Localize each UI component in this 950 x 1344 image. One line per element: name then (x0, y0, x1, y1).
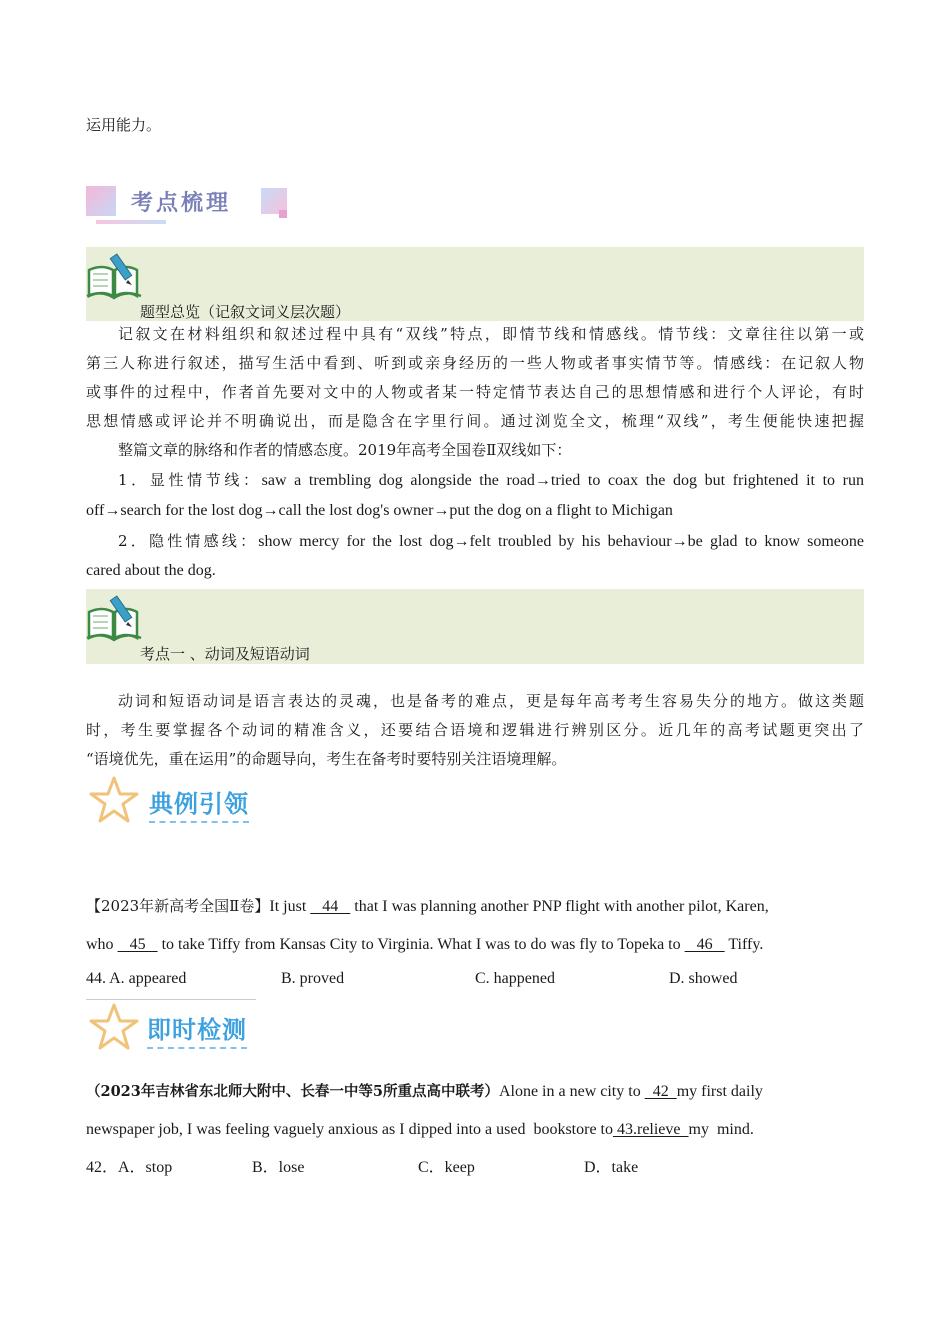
plot-line-1 (86, 466, 864, 495)
banner-underline (96, 220, 166, 224)
emotion-line-1 (86, 527, 864, 556)
emotion-line-2: cared about the dog. (86, 562, 216, 579)
check-option-a: 42．A．stop (86, 1159, 173, 1176)
para1-line4: 思想情感或评论并不明确说出，而是隐含在字里行间。通过浏览全文，梳理“双线”，考生便能快速把握 (86, 412, 864, 430)
blank-44: 44 (310, 898, 351, 915)
check-option-d: D．take (584, 1159, 639, 1176)
example-option-d: D. showed (669, 970, 738, 987)
overview-label: 题型总览（记叙文词义层次题） (140, 303, 351, 321)
banner-right-dot (279, 210, 287, 218)
example-source: 【2023年新高考全国Ⅱ卷】 (86, 897, 270, 915)
check-text2b: my mind. (688, 1121, 754, 1138)
plot-line-text1: saw a trembling dog alongside the road→tried to coax the dog but frightened it to run (261, 472, 864, 489)
plot-line-label: 1．显性情节线： (118, 471, 262, 489)
example-option-b: B. proved (281, 970, 345, 987)
book-pencil-icon (86, 594, 142, 642)
check-option-b: B．lose (252, 1159, 305, 1176)
blank-43: 43.relieve (612, 1121, 689, 1138)
check-option-c: C．keep (418, 1159, 475, 1176)
para1-line3: 或事件的过程中，作者首先要对文中的人物或者某一特定情节表达自己的思想情感和进行个人评论，有时 (86, 383, 864, 401)
blank-45: 45 (117, 936, 158, 953)
banner-left-square (86, 186, 116, 216)
example-line1 (86, 892, 864, 921)
check-line2 (86, 1115, 864, 1144)
para2-line3: “语境优先，重在运用”的命题导向，考生在备考时要特别关注语境理解。 (86, 750, 567, 768)
check-text2a: newspaper job, I was feeling vaguely anxious as I dipped into a used bookstore to (86, 1121, 613, 1138)
example-text2c: Tiffy. (724, 936, 764, 953)
blank-42: 42 (644, 1083, 677, 1100)
example-line2 (86, 930, 864, 959)
example-text1b: that I was planning another PNP flight with another pilot, Karen, (350, 898, 769, 915)
para1-line2: 第三人称进行叙述，描写生活中看到、听到或亲身经历的一些人物或者事实情节等。情感线：在记叙人物 (86, 354, 864, 372)
plot-line-2: off→search for the lost dog→call the lost dog's owner→put the dog on a flight to Michigan (86, 502, 673, 519)
star-icon (88, 775, 140, 825)
top-text: 运用能力。 (86, 116, 162, 134)
book-pencil-icon (86, 252, 142, 300)
example-text2b: to take Tiffy from Kansas City to Virginia. What I was to do was fly to Topeka to (157, 936, 685, 953)
para1-line1: 记叙文在材料组织和叙述过程中具有“双线”特点，即情节线和情感线。情节线：文章往往以第一或 (118, 325, 864, 343)
check-line1 (86, 1077, 864, 1106)
example-option-c: C. happened (475, 970, 555, 987)
para1-line5: 整篇文章的脉络和作者的情感态度。2019年高考全国卷Ⅱ双线如下： (118, 441, 572, 459)
blank-46: 46 (684, 936, 725, 953)
example-option-a: 44. A. appeared (86, 970, 187, 987)
example-text1a: It just (269, 898, 311, 915)
section-title: 考点梳理 (131, 191, 232, 216)
check-text1a: Alone in a new city to (498, 1083, 645, 1100)
star-icon (88, 1002, 140, 1052)
emotion-line-text1: show mercy for the lost dog→felt troubled by his behaviour→be glad to know someone (258, 533, 865, 550)
para2-line2: 时，考生要掌握各个动词的精准含义，还要结合语境和逻辑进行辨别区分。近几年的高考试题更突出了 (86, 721, 864, 739)
divider (86, 999, 256, 1000)
example-title: 典例引领 (149, 784, 249, 823)
emotion-line-label: 2．隐性情感线： (118, 532, 259, 550)
check-text1b: my first daily (676, 1083, 763, 1100)
para2-line1: 动词和短语动词是语言表达的灵魂，也是备考的难点，更是每年高考考生容易失分的地方。做这类题 (118, 692, 864, 710)
example-text2a: who (86, 936, 118, 953)
check-title: 即时检测 (147, 1010, 247, 1049)
key-point-label: 考点一 、动词及短语动词 (140, 645, 310, 663)
check-source: （2023年吉林省东北师大附中、长春一中等5所重点高中联考） (86, 1083, 499, 1100)
